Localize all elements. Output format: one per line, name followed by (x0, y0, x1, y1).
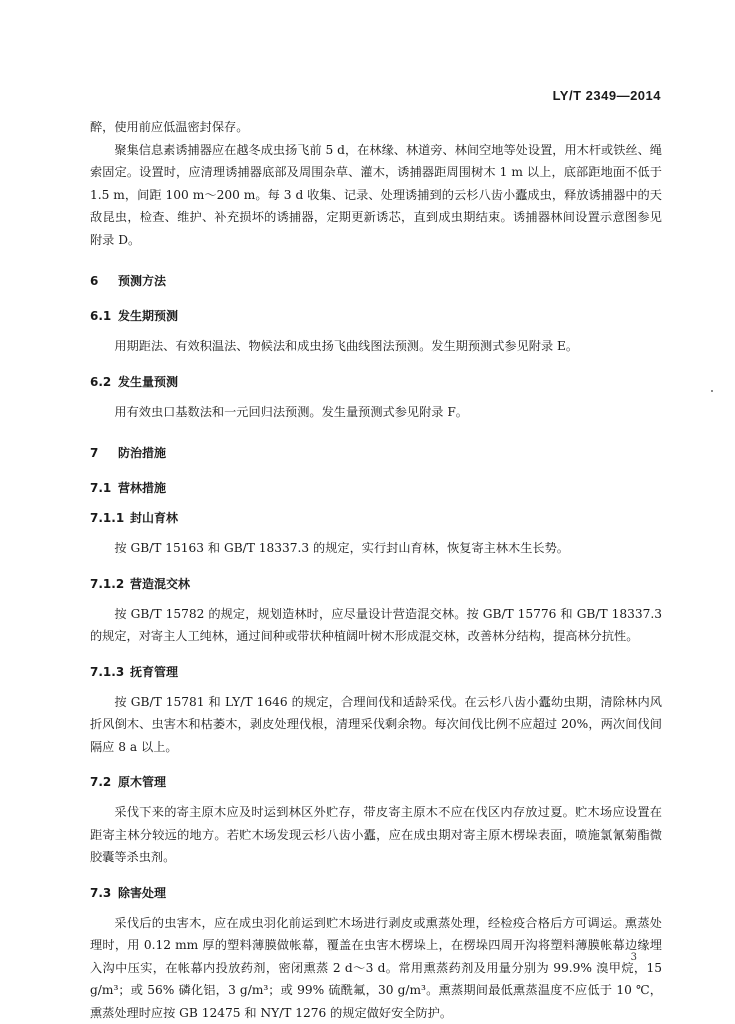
section-title: 抚育管理 (130, 664, 179, 679)
section-7-1-2-heading (90, 573, 662, 595)
section-number: 7.2 (90, 775, 112, 789)
section-title: 发生期预测 (118, 309, 179, 323)
standard-code: LY/T 2349—2014 (552, 88, 661, 103)
scan-speck (711, 390, 713, 392)
section-7-heading (90, 442, 662, 464)
section-7-1-3-text: 按 GB/T 15781 和 LY/T 1646 的规定，合理间伐和适龄采伐。在云杉八齿小蠹幼虫期，清除林内风折风倒木、虫害木和枯萎木，剥皮处理伐根，清理采伐剩余物。每次间伐比例不应超过 20%，两次间伐间隔应 8 a 以上。 (90, 694, 662, 754)
section-title: 除害处理 (118, 885, 167, 900)
section-number: 6.1 (90, 309, 112, 323)
section-7-3-heading (90, 882, 662, 904)
paragraph-trap-setup: 聚集信息素诱捕器应在越冬成虫扬飞前 5 d，在林缘、林道旁、林间空地等处设置，用木杆或铁丝、绳索固定。设置时，应清理诱捕器底部及周围杂草、灌木，诱捕器距周围树木 1 m 以上，底部距地面不低于 1.5 m，间距 100 m～200 m。每 3 d 收集、记录、处理诱捕到的云杉八齿小蠹成虫，释放诱捕器中的天敌昆虫，检查、维护、补充损坏的诱捕器，定期更新诱芯，直到成虫期结束。诱捕器林间设置示意图参见附录 D。 (90, 142, 662, 247)
section-6-1-text: 用期距法、有效积温法、物候法和成虫扬飞曲线图法预测。发生期预测式参见附录 E。 (114, 339, 579, 353)
section-number: 7.3 (90, 885, 112, 900)
section-7-1-2-text: 按 GB/T 15782 的规定，规划造林时，应尽量设计营造混交林。按 GB/T 15776 和 GB/T 18337.3 的规定，对寄主人工纯林，通过间种或带状种植阔叶树木形成混交林，改善林分结构，提高林分抗性。 (90, 606, 662, 643)
section-number: 7.1.2 (90, 576, 125, 591)
paragraph-continued: 醉，使用前应低温密封保存。 (90, 120, 249, 134)
section-number: 6.2 (90, 374, 112, 389)
section-title: 营造混交林 (130, 576, 191, 591)
section-7-1-1-heading (90, 507, 662, 529)
section-title: 原木管理 (118, 775, 167, 789)
section-number: 6 (90, 274, 99, 288)
section-title: 营林措施 (118, 481, 167, 495)
section-6-2-heading (90, 371, 662, 393)
section-7-1-1-text: 按 GB/T 15163 和 GB/T 18337.3 的规定，实行封山育林，恢复寄主林木生长势。 (114, 541, 569, 555)
section-7-1-3-heading (90, 661, 662, 683)
section-7-1-heading (90, 477, 662, 499)
section-number: 7 (90, 446, 99, 460)
section-title: 防治措施 (118, 446, 167, 460)
section-6-heading (90, 270, 662, 292)
page-content (90, 116, 662, 1024)
section-7-2-text: 采伐下来的寄主原木应及时运到林区外贮存，带皮寄主原木不应在伐区内存放过夏。贮木场应设置在距寄主林分较远的地方。若贮木场发现云杉八齿小蠹，应在成虫期对寄主原木楞垛表面，喷施氯氰菊酯微胶囊等杀虫剂。 (90, 805, 662, 864)
section-number: 7.1.1 (90, 511, 125, 525)
section-7-3-text: 采伐后的虫害木，应在成虫羽化前运到贮木场进行剥皮或熏蒸处理，经检疫合格后方可调运。熏蒸处理时，用 0.12 mm 厚的塑料薄膜做帐幕，覆盖在虫害木楞垛上，在楞垛四周开沟将塑料薄膜帐幕边缘埋入沟中压实，在帐幕内投放药剂，密闭熏蒸 2 d～3 d。常用熏蒸药剂及用量分别为 99.9% 溴甲烷，15 g/m³；或 56% 磷化铝，3 g/m³；或 99% 硫酰氟，30 g/m³。熏蒸期间最低熏蒸温度不应低于 10 ℃，熏蒸处理时应按 GB 12475 和 NY/T 1276 的规定做好安全防护。 (90, 915, 662, 1020)
section-6-2-text: 用有效虫口基数法和一元回归法预测。发生量预测式参见附录 F。 (114, 404, 468, 419)
page-number: 3 (630, 952, 637, 963)
section-number: 7.1.3 (90, 664, 125, 679)
section-7-2-heading (90, 771, 662, 793)
section-title: 封山育林 (130, 511, 179, 525)
section-6-1-heading (90, 305, 662, 327)
section-title: 发生量预测 (118, 374, 179, 389)
section-number: 7.1 (90, 481, 112, 495)
section-title: 预测方法 (118, 274, 167, 288)
